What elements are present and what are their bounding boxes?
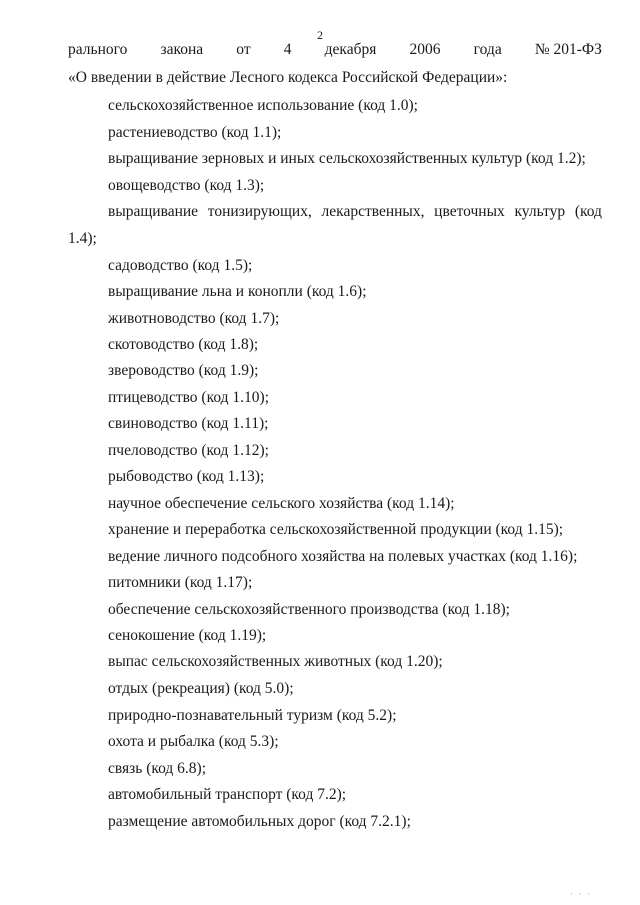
list-item: рыбоводство (код 1.13); [108, 468, 265, 485]
law-title-line: «О введении в действие Лесного кодекса Российской Федерации»: [68, 69, 508, 86]
list-item: связь (код 6.8); [108, 760, 207, 777]
list-item: растениеводство (код 1.1); [108, 124, 282, 141]
list-item: охота и рыбалка (код 5.3); [108, 733, 279, 750]
list-item: выращивание зерновых и иных сельскохозяйственных культур (код 1.2); [108, 150, 586, 167]
list-item: садоводство (код 1.5); [108, 257, 253, 274]
list-item-word: выращивание [108, 203, 199, 220]
header-line [68, 40, 602, 60]
list-item: звероводство (код 1.9); [108, 362, 259, 379]
list-item: размещение автомобильных дорог (код 7.2.1); [108, 813, 411, 830]
header-word: 2006 [409, 41, 441, 58]
list-item: выпас сельскохозяйственных животных (код 1.20); [108, 653, 443, 670]
header-word: закона [160, 41, 204, 58]
list-item: хранение и переработка сельскохозяйственной продукции (код 1.15); [108, 521, 564, 538]
header-word: рального [68, 41, 128, 58]
list-item: научное обеспечение сельского хозяйства (код 1.14); [108, 495, 455, 512]
list-item: овощеводство (код 1.3); [108, 177, 265, 194]
list-item-word: (код [574, 203, 602, 220]
list-item: свиноводство (код 1.11); [108, 415, 269, 432]
list-item-word: тонизирующих, [207, 203, 312, 220]
list-item: сельскохозяйственное использование (код 1.0); [108, 97, 418, 114]
list-item: питомники (код 1.17); [108, 574, 253, 591]
header-word: 4 [283, 41, 292, 58]
header-word: № 201-ФЗ [534, 41, 602, 58]
list-item: автомобильный транспорт (код 7.2); [108, 786, 347, 803]
header-word: декабря [324, 41, 377, 58]
list-item-word: культур [514, 203, 566, 220]
page-corner-mark: · · · [570, 890, 592, 899]
header-word: от [236, 41, 251, 58]
list-item: отдых (рекреация) (код 5.0); [108, 680, 294, 697]
list-item: ведение личного подсобного хозяйства на полевых участках (код 1.16); [108, 548, 578, 565]
list-item: животноводство (код 1.7); [108, 310, 280, 327]
list-item-justified [108, 202, 602, 222]
list-item: сенокошение (код 1.19); [108, 627, 267, 644]
page-number: 2 [317, 28, 323, 42]
list-item: птицеводство (код 1.10); [108, 389, 269, 406]
list-item: пчеловодство (код 1.12); [108, 442, 269, 459]
list-item-continuation: 1.4); [68, 230, 97, 247]
list-item-word: лекарственных, [321, 203, 425, 220]
list-item: природно-познавательный туризм (код 5.2); [108, 707, 397, 724]
list-item: скотоводство (код 1.8); [108, 336, 259, 353]
list-item: выращивание льна и конопли (код 1.6); [108, 283, 367, 300]
list-item-word: цветочных [434, 203, 505, 220]
list-item: обеспечение сельскохозяйственного производства (код 1.18); [108, 601, 510, 618]
header-word: года [473, 41, 502, 58]
